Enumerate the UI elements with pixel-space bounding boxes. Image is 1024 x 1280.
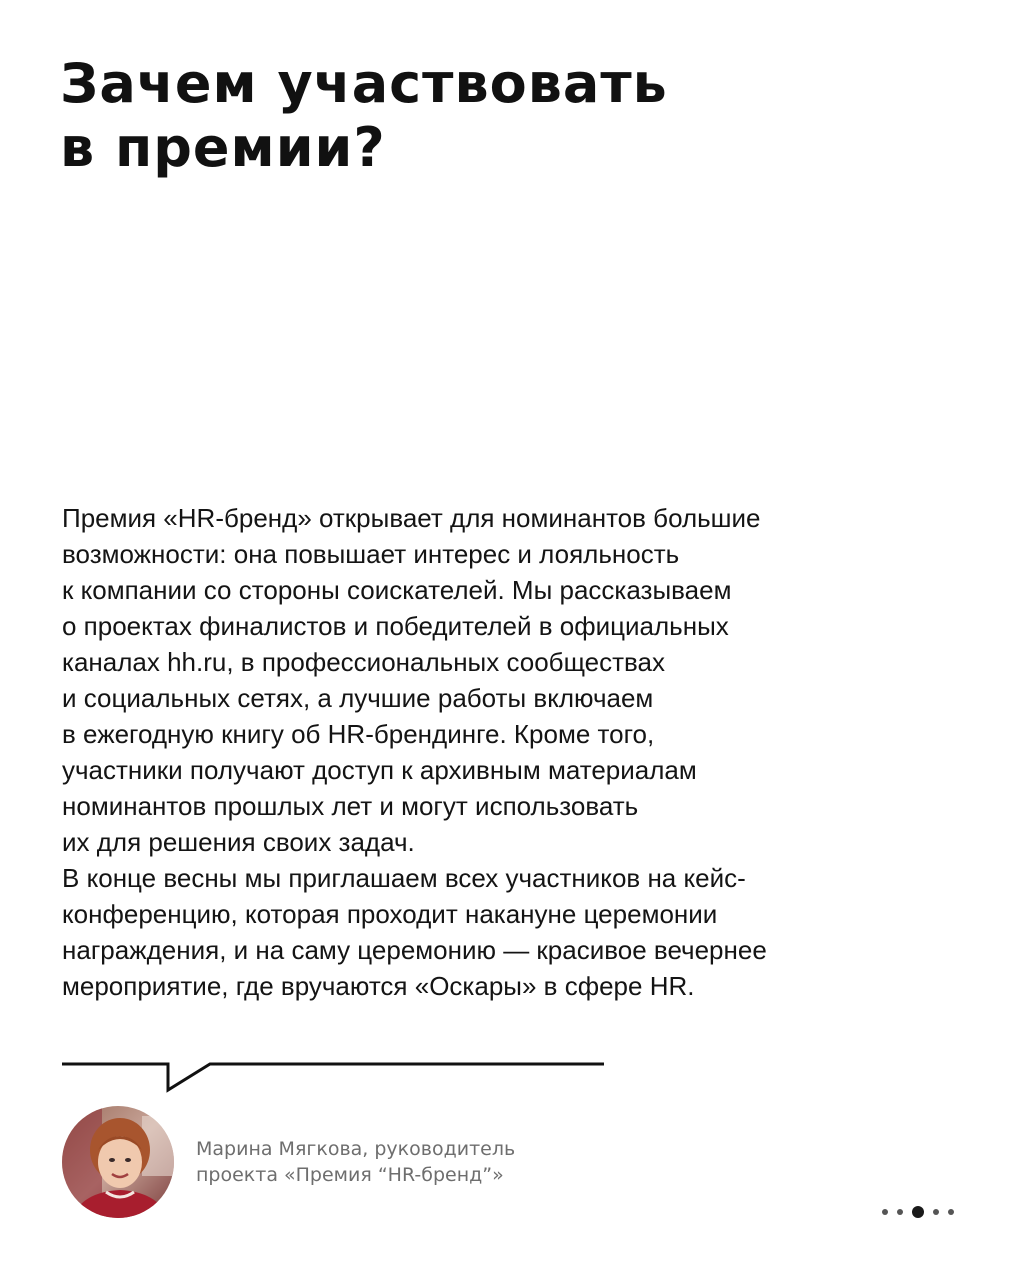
text-line: конференцию, которая проходит накануне церемонии	[62, 899, 718, 929]
carousel-pagination	[882, 1206, 963, 1218]
text-line: награждения, и на саму церемонию — красивое вечернее	[62, 935, 767, 965]
text-line: о проектах финалистов и победителей в официальных	[62, 611, 729, 641]
text-line: возможности: она повышает интерес и лояльность	[62, 539, 680, 569]
pagination-dot[interactable]	[882, 1209, 888, 1215]
text-line: и социальных сетях, а лучшие работы включаем	[62, 683, 654, 713]
text-line: В конце весны мы приглашаем всех участников на кейс-	[62, 863, 746, 893]
text-line: Премия «HR-бренд» открывает для номинантов большие	[62, 503, 761, 533]
title-line-2: в премии?	[60, 116, 386, 179]
quote-text	[62, 500, 882, 1004]
pagination-dot[interactable]	[948, 1209, 954, 1215]
title-line-1: Зачем участвовать	[60, 52, 668, 115]
pagination-dot[interactable]	[897, 1209, 903, 1215]
pagination-dot-active[interactable]	[912, 1206, 924, 1218]
text-line: мероприятие, где вручаются «Оскары» в сфере HR.	[62, 971, 695, 1001]
text-line: в ежегодную книгу об HR-брендинге. Кроме того,	[62, 719, 655, 749]
text-line: номинантов прошлых лет и могут использовать	[62, 791, 639, 821]
avatar-photo-icon	[62, 1106, 174, 1218]
pagination-dot[interactable]	[933, 1209, 939, 1215]
author-avatar	[62, 1106, 174, 1218]
text-line: их для решения своих задач.	[62, 827, 415, 857]
author-name-line: Марина Мягкова, руководитель	[196, 1138, 516, 1160]
page-title	[60, 52, 668, 180]
author-role-line: проекта «Премия “HR-бренд”»	[196, 1164, 504, 1186]
text-line: участники получают доступ к архивным материалам	[62, 755, 697, 785]
text-line: к компании со стороны соискателей. Мы рассказываем	[62, 575, 732, 605]
speech-bubble-line	[0, 1050, 620, 1100]
author-caption	[196, 1136, 515, 1188]
author-block	[62, 1106, 515, 1218]
text-line: каналах hh.ru, в профессиональных сообществах	[62, 647, 666, 677]
